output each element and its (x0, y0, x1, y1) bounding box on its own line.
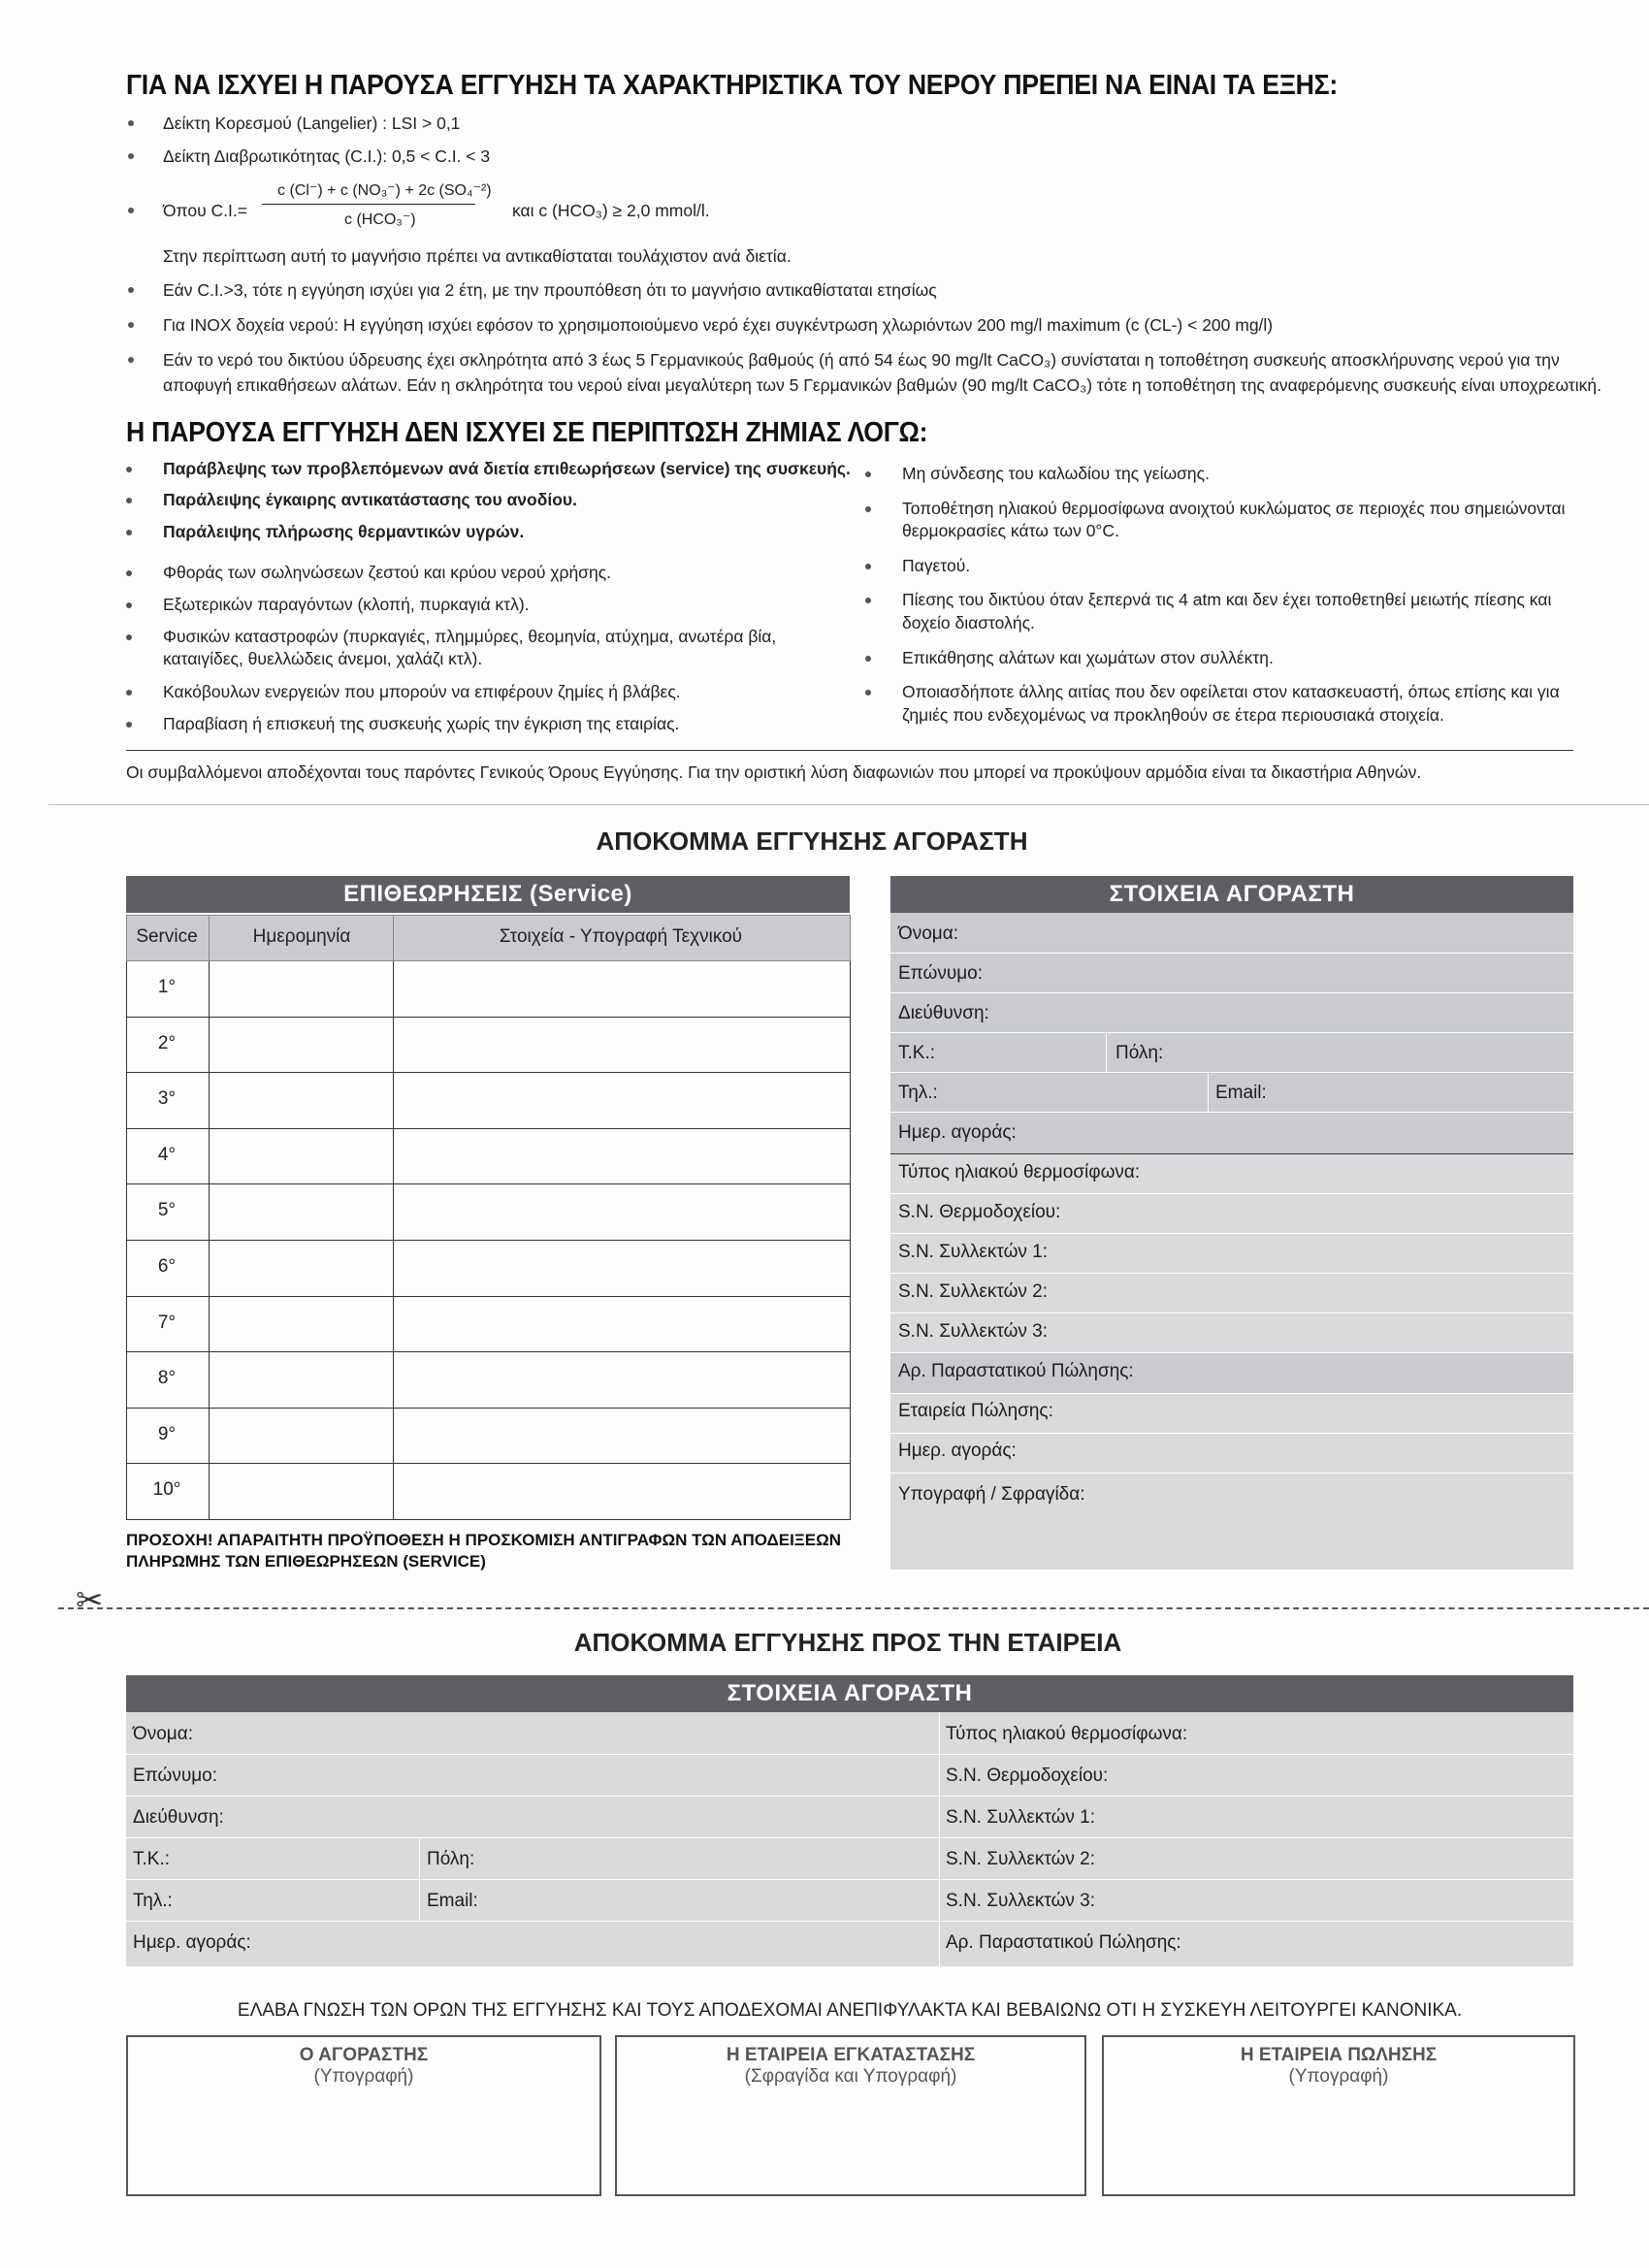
service-number: 3° (157, 1088, 177, 1110)
form-row-line (890, 992, 1573, 993)
scissors-icon: ✂ (76, 1582, 104, 1619)
service-number: 10° (152, 1479, 181, 1501)
installer-signature-box[interactable] (615, 2035, 1086, 2196)
form-row-line (890, 1393, 1573, 1394)
service-date-cell[interactable] (209, 1351, 394, 1409)
service-date-cell[interactable] (209, 1017, 394, 1074)
company-email-field[interactable]: Email: (427, 1891, 478, 1911)
buyer-surname-field[interactable]: Επώνυμο: (898, 963, 984, 984)
sn-collector-2-field[interactable]: S.N. Συλλεκτών 2: (898, 1281, 1049, 1302)
company-address-field[interactable]: Διεύθυνση: (133, 1807, 224, 1828)
conditions-heading: ΓΙΑ ΝΑ ΙΣΧΥΕΙ Η ΠΑΡΟΥΣΑ ΕΓΓΥΗΣΗ ΤΑ ΧΑΡΑΚΤΗΡΙΣΤΙΚΑ ΤΟΥ ΝΕΡΟΥ ΠΡΕΠΕΙ ΝΑ ΕΙΝΑΙ ΤΑ ΕΞΗΣ: (126, 70, 1339, 101)
buyer-email-field[interactable]: Email: (1215, 1083, 1267, 1103)
sn-collector-3-field[interactable]: S.N. Συλλεκτών 3: (898, 1321, 1049, 1342)
form-row-line (890, 1112, 1573, 1113)
buyer-signature-box[interactable] (126, 2035, 601, 2196)
service-number: 9° (157, 1423, 177, 1444)
form-row-line (126, 1879, 1573, 1880)
buyer-address-field[interactable]: Διεύθυνση: (898, 1003, 989, 1023)
legal-note: Οι συμβαλλόμενοι αποδέχονται τους παρόντες Γενικούς Όρους Εγγύησης. Για την οριστική λύση διαφωνιών που μπορεί να προκύψουν αρμόδια είναι τα δικαστήρια Αθηνών. (126, 762, 1422, 782)
form-row-line (890, 1072, 1573, 1073)
service-technician-cell[interactable] (393, 1128, 851, 1185)
service-date-cell[interactable] (209, 1240, 394, 1297)
form-row-line (890, 1312, 1573, 1313)
buyer-city-field[interactable]: Πόλη: (1116, 1043, 1164, 1063)
service-technician-cell[interactable] (393, 1072, 851, 1129)
form-row-line (890, 1193, 1573, 1194)
form-col-line (1208, 1072, 1209, 1112)
heater-type-field[interactable]: Τύπος ηλιακού θερμοσίφωνα: (898, 1162, 1141, 1183)
form-row-line (890, 1233, 1573, 1234)
buyer-name-field[interactable]: Όνομα: (898, 923, 958, 944)
signature-title: Η ΕΤΑΙΡΕΙΑ ΠΩΛΗΣΗΣ (1240, 2045, 1438, 2065)
col-date: Ημερομηνία (252, 926, 351, 947)
company-invoice-number-field[interactable]: Αρ. Παραστατικού Πώλησης: (946, 1932, 1181, 1953)
fold-line (48, 804, 1649, 805)
form-row-line (890, 1473, 1573, 1474)
ci-denominator: c (HCO₃⁻) (344, 211, 416, 228)
sn-collector-1-field[interactable]: S.N. Συλλεκτών 1: (898, 1242, 1049, 1262)
exclusions-heading: Η ΠΑΡΟΥΣΑ ΕΓΓΥΗΣΗ ΔΕΝ ΙΣΧΥΕΙ ΣΕ ΠΕΡΙΠΤΩΣΗ ΖΗΜΙΑΣ ΛΟΓΩ: (126, 417, 928, 448)
buyer-zip-field[interactable]: Τ.Κ.: (898, 1043, 936, 1063)
company-sn-collector-1-field[interactable]: S.N. Συλλεκτών 1: (946, 1807, 1096, 1828)
service-technician-cell[interactable] (393, 960, 851, 1018)
fraction-bar (262, 204, 475, 205)
seller-company-field[interactable]: Εταιρεία Πώλησης: (898, 1401, 1053, 1421)
service-number: 8° (157, 1368, 177, 1389)
service-number: 1° (157, 977, 177, 997)
form-row-line (890, 1032, 1573, 1033)
company-city-field[interactable]: Πόλη: (427, 1849, 475, 1869)
service-technician-cell[interactable] (393, 1017, 851, 1074)
company-sn-tank-field[interactable]: S.N. Θερμοδοχείου: (946, 1766, 1109, 1786)
col-technician: Στοιχεία - Υπογραφή Τεχνικού (499, 926, 743, 947)
buyer-form-band (890, 913, 1573, 1153)
ci-numerator: c (Cl⁻) + c (NO₃⁻) + 2c (SO₄⁻²) (277, 182, 492, 199)
acknowledgement-text: ΕΛΑΒΑ ΓΝΩΣΗ ΤΩΝ ΟΡΩΝ ΤΗΣ ΕΓΓΥΗΣΗΣ ΚΑΙ ΤΟΥΣ ΑΠΟΔΕΧΟΜΑΙ ΑΝΕΠΙΦΥΛΑΚΤΑ ΚΑΙ ΒΕΒΑΙΩΝΩ ΟΤΙ Η ΣΥΣΚΕΥΗ ΛΕΙΤΟΥΡΓΕΙ ΚΑΝΟΝΙΚΑ. (237, 2000, 1463, 2021)
header-divider (209, 915, 210, 961)
company-sn-collector-2-field[interactable]: S.N. Συλλεκτών 2: (946, 1849, 1096, 1869)
company-buyer-header: ΣΤΟΙΧΕΙΑ ΑΓΟΡΑΣΤΗ (126, 1675, 1573, 1712)
company-name-field[interactable]: Όνομα: (133, 1724, 193, 1744)
buyer-stub-title: ΑΠΟΚΟΜΜΑ ΕΓΓΥΗΣΗΣ ΑΓΟΡΑΣΤΗ (596, 826, 1028, 856)
company-surname-field[interactable]: Επώνυμο: (133, 1766, 218, 1786)
service-technician-cell[interactable] (393, 1296, 851, 1353)
company-zip-field[interactable]: Τ.Κ.: (133, 1849, 171, 1869)
seller-signature-box[interactable] (1102, 2035, 1575, 2196)
service-technician-cell[interactable] (393, 1351, 851, 1409)
col-service: Service (136, 926, 198, 947)
buyer-phone-field[interactable]: Τηλ.: (898, 1083, 938, 1103)
service-warning: ΠΡΟΣΟΧΗ! ΑΠΑΡΑΙΤΗΤΗ ΠΡΟΫΠΟΘΕΣΗ Η ΠΡΟΣΚΟΜΙΣΗ ΑΝΤΙΓΡΑΦΩΝ ΤΩΝ ΑΠΟΔΕΙΞΕΩΝ ΠΛΗΡΩΜΗΣ ΤΩΝ ΕΠΙΘΕΩΡΗΣΕΩΝ (SERVICE) (126, 1531, 841, 1571)
signature-stamp-field[interactable]: Υπογραφή / Σφραγίδα: (898, 1484, 1085, 1505)
form-row-line (126, 1837, 1573, 1838)
signature-subtitle: (Σφραγίδα και Υπογραφή) (744, 2066, 957, 2087)
form-row-line (890, 953, 1573, 954)
service-number: 7° (157, 1312, 177, 1333)
form-row-line (890, 1153, 1573, 1154)
form-row-line (126, 1796, 1573, 1797)
service-number: 6° (157, 1256, 177, 1277)
cut-line (58, 1607, 1649, 1609)
company-form (126, 1712, 1573, 1966)
service-date-cell[interactable] (209, 1072, 394, 1129)
company-purchase-date-field[interactable]: Ημερ. αγοράς: (133, 1932, 251, 1953)
purchase-date-field-2[interactable]: Ημερ. αγοράς: (898, 1441, 1017, 1461)
sn-tank-field[interactable]: S.N. Θερμοδοχείου: (898, 1202, 1061, 1222)
divider (126, 750, 1573, 751)
service-date-cell[interactable] (209, 1128, 394, 1185)
form-col-line (419, 1837, 420, 1921)
invoice-number-field[interactable]: Αρ. Παραστατικού Πώλησης: (898, 1361, 1134, 1381)
service-technician-cell[interactable] (393, 1183, 851, 1241)
buyer-header: ΣΤΟΙΧΕΙΑ ΑΓΟΡΑΣΤΗ (890, 876, 1573, 913)
company-stub-title: ΑΠΟΚΟΜΜΑ ΕΓΓΥΗΣΗΣ ΠΡΟΣ ΤΗΝ ΕΤΑΙΡΕΙΑ (573, 1628, 1122, 1657)
company-phone-field[interactable]: Τηλ.: (133, 1891, 173, 1911)
service-number: 4° (157, 1144, 177, 1165)
buyer-purchase-date-field[interactable]: Ημερ. αγοράς: (898, 1122, 1017, 1143)
service-date-cell[interactable] (209, 1408, 394, 1465)
service-header-border (126, 915, 851, 961)
service-date-cell[interactable] (209, 1296, 394, 1353)
form-row-line (890, 1273, 1573, 1274)
service-date-cell[interactable] (209, 1463, 394, 1520)
signature-title: Η ΕΤΑΙΡΕΙΑ ΕΓΚΑΤΑΣΤΑΣΗΣ (726, 2045, 976, 2065)
form-row-line (126, 1754, 1573, 1755)
ci-suffix: και c (HCO₃) ≥ 2,0 mmol/l. (512, 201, 710, 220)
company-heater-type-field[interactable]: Τύπος ηλιακού θερμοσίφωνα: (946, 1724, 1188, 1744)
service-date-cell[interactable] (209, 960, 394, 1018)
service-header: ΕΠΙΘΕΩΡΗΣΕΙΣ (Service) (126, 876, 850, 913)
signature-title: Ο ΑΓΟΡΑΣΤΗΣ (299, 2045, 429, 2065)
signature-subtitle: (Υπογραφή) (1288, 2066, 1389, 2087)
header-divider (393, 915, 394, 961)
form-col-line (939, 1712, 940, 1966)
ci-note: Στην περίπτωση αυτή το μαγνήσιο πρέπει να αντικαθίσταται τουλάχιστον ανά διετία. (163, 246, 792, 266)
form-row-line (890, 1352, 1573, 1353)
service-technician-cell[interactable] (393, 1240, 851, 1297)
service-number: 5° (157, 1200, 177, 1221)
form-row-line (126, 1921, 1573, 1922)
form-row-line (890, 1433, 1573, 1434)
service-technician-cell[interactable] (393, 1408, 851, 1465)
service-number: 2° (157, 1032, 177, 1053)
condition-item-cont: αποφυγή επικαθήσεων αλάτων. Εάν η σκληρότητα του νερού είναι μεγαλύτερη των 5 Γερμανικών βαθμών (90 mg/lt CaCO₃) τότε η τοποθέτηση της αναφερόμενης συσκευής είναι υποχρεωτική. (163, 375, 1602, 395)
service-date-cell[interactable] (209, 1183, 394, 1241)
signature-subtitle: (Υπογραφή) (313, 2066, 414, 2087)
service-technician-cell[interactable] (393, 1463, 851, 1520)
company-sn-collector-3-field[interactable]: S.N. Συλλεκτών 3: (946, 1891, 1096, 1911)
form-col-line (1106, 1032, 1107, 1072)
